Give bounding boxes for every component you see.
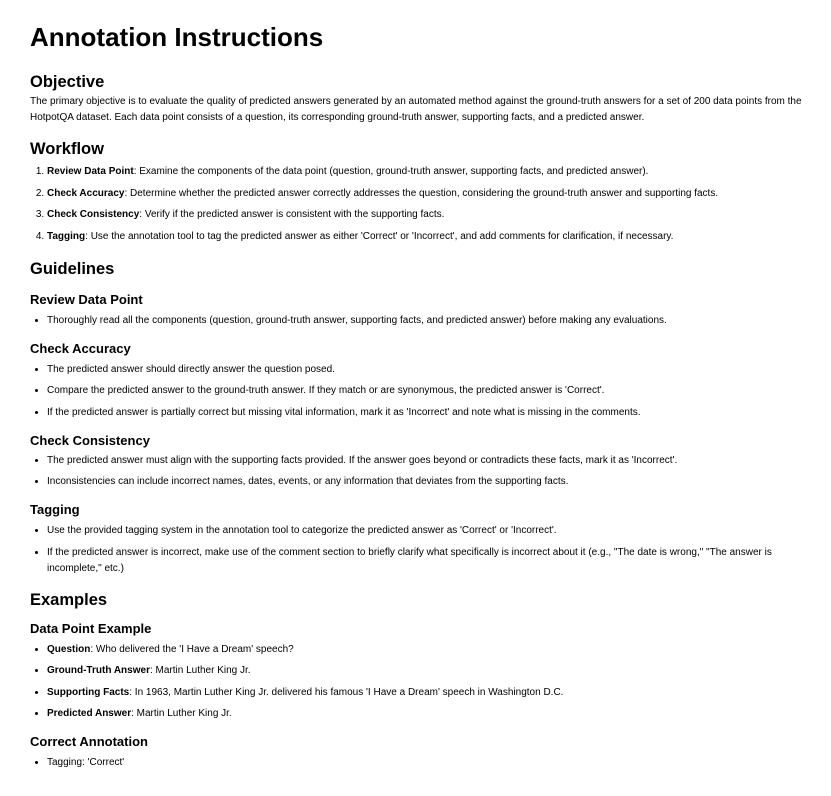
example-field-label: Predicted Answer [47,708,132,719]
objective-text: The primary objective is to evaluate the quality of predicted answers generated by an automated method against the ground-truth answers for a set of 200 data points from the HotpotQA dataset. Each data point consists of a question, its corresponding ground-truth answer, supporting facts, and a predicted answer. [30,96,802,123]
example-field-label: Ground-Truth Answer [47,665,150,676]
example-field-value: : In 1963, Martin Luther King Jr. delivered his famous 'I Have a Dream' speech in Washington D.C. [129,686,564,698]
workflow-step-text: : Verify if the predicted answer is consistent with the supporting facts. [139,209,445,220]
workflow-step-text: : Examine the components of the data point (question, ground-truth answer, supporting facts, and predicted answer). [133,166,649,177]
list-item: • If the predicted answer is partially correct but missing vital information, mark it as 'Incorrect' and note what is missing in the comments. [47,405,815,421]
workflow-step-label: Tagging [47,230,86,242]
correct-annotation-heading: Correct Annotation [30,734,148,749]
example-field-label: Supporting Facts [47,686,130,698]
objective-heading: Objective [30,73,105,91]
page-title: Annotation Instructions [30,22,324,52]
workflow-step [47,164,815,180]
check-accuracy-heading: Check Accuracy [30,340,131,356]
list-item [47,642,815,658]
example-field-value: : Martin Luther King Jr. [131,708,232,719]
list-item: • The predicted answer should directly answer the question posed. [47,362,815,378]
list-item: • The predicted answer must align with the supporting facts provided. If the answer goes beyond or contradicts these facts, mark it as 'Incorrect'. [47,453,815,469]
example-field-value: : Who delivered the 'I Have a Dream' speech? [90,643,294,655]
list-item: • Use the provided tagging system in the annotation tool to categorize the predicted answer as 'Correct' or 'Incorrect'. [47,523,815,539]
guidelines-heading: Guidelines [30,259,115,278]
list-item: • Inconsistencies can include incorrect names, dates, events, or any information that deviates from the supporting facts. [47,474,815,490]
examples-heading: Examples [30,590,108,609]
list-item: • Tagging: 'Correct' [47,755,815,771]
list-item [47,706,815,722]
workflow-step-text: : Determine whether the predicted answer correctly addresses the question, considering the ground-truth answer and supporting facts. [124,187,719,199]
workflow-heading: Workflow [30,140,104,158]
check-consistency-heading: Check Consistency [30,432,150,448]
workflow-step-label: Check Consistency [47,209,140,220]
workflow-step [47,229,815,245]
workflow-step-label: Check Accuracy [47,187,125,199]
list-item [47,663,815,679]
example-field-value: : Martin Luther King Jr. [149,665,251,676]
workflow-list [30,164,815,245]
review-data-point-list [30,313,815,329]
workflow-step-label: Review Data Point [47,166,134,177]
tagging-list [30,523,815,577]
workflow-step-text: : Use the annotation tool to tag the predicted answer as either 'Correct' or 'Incorrect', and add comments for clarification, if necessary. [85,230,674,242]
check-consistency-list [30,453,815,491]
data-point-example-list [30,642,815,723]
review-data-point-heading: Review Data Point [30,291,143,307]
data-point-example-heading: Data Point Example [30,620,152,636]
tagging-heading: Tagging [30,502,80,517]
workflow-step [47,186,815,202]
check-accuracy-list [30,362,815,421]
list-item [47,685,815,701]
workflow-step [47,207,815,223]
correct-annotation-list [30,755,815,771]
example-field-label: Question [47,643,91,655]
list-item: • Compare the predicted answer to the ground-truth answer. If they match or are synonymous, the predicted answer is 'Correct'. [47,383,815,399]
list-item: • Thoroughly read all the components (question, ground-truth answer, supporting facts, and predicted answer) before making any evaluations. [47,313,815,329]
list-item: • If the predicted answer is incorrect, make use of the comment section to briefly clarify what specifically is incorrect about it (e.g., "The date is wrong," "The answer is incomplete," etc.) [47,545,815,577]
